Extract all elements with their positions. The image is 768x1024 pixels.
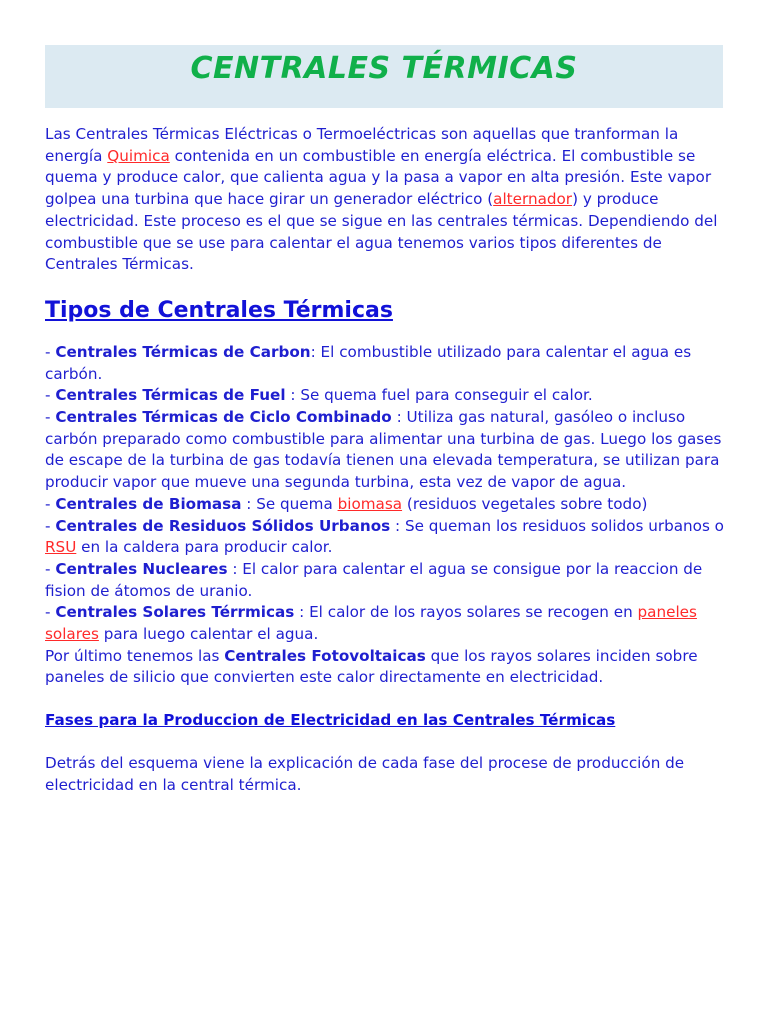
list-item-solares [45, 602, 725, 645]
list-dash: - [45, 386, 56, 405]
list-item-name: Centrales Térmicas de Ciclo Combinado [55, 408, 392, 427]
list-item-biomasa [45, 494, 725, 516]
list-item-text: : El calor de los rayos solares se recogen en [294, 603, 638, 622]
list-dash: - [45, 408, 56, 427]
list-item-text: que los rayos solares inciden sobre paneles de silicio que convierten este calor directamente en electricidad. [45, 646, 698, 687]
list-item-name: Centrales Térmicas de Carbon [55, 342, 311, 361]
list-item-name: Centrales Solares Térrmicas [55, 603, 295, 622]
quimica-link[interactable]: Quimica [107, 146, 170, 165]
title-banner [45, 45, 723, 108]
list-item-name: Centrales Nucleares [55, 559, 228, 578]
paneles-solares-link[interactable]: paneles solares [45, 603, 697, 644]
list-item-ciclo [45, 407, 725, 494]
list-dash: - [45, 494, 56, 513]
closing-paragraph: Detrás del esquema viene la explicación de cada fase del procese de producción de electricidad en la central térmica. [45, 753, 685, 794]
intro-text-1: Las Centrales Térmicas Eléctricas o Termoeléctricas son aquellas que tranforman la energía [45, 125, 679, 165]
intro-paragraph [45, 124, 725, 276]
intro-text-2: contenida en un combustible en energía eléctrica. El combustible se quema y produce calor, que calienta agua y la pasa a vapor en alta presión. Este vapor golpea una turbina que hace girar un generador eléctrico ( [45, 146, 712, 209]
tipos-list [45, 342, 725, 689]
list-item-text: : Se quema fuel para conseguir el calor. [285, 386, 593, 405]
list-item-name: Centrales de Residuos Sólidos Urbanos [55, 516, 391, 535]
biomasa-link[interactable]: biomasa [337, 494, 403, 513]
list-item-rsu [45, 516, 725, 559]
alternador-link[interactable]: alternador [493, 190, 573, 209]
list-item-nucleares [45, 559, 725, 602]
list-item-text: : Se quema [241, 494, 338, 513]
list-item-text: : El calor para calentar el agua se consigue por la reaccion de fision de átomos de uranio. [45, 559, 703, 600]
list-item-text: : El combustible utilizado para calentar el agua es carbón. [45, 342, 692, 383]
list-item-carbon [45, 342, 725, 385]
list-item-name: Centrales Fotovoltaicas [224, 646, 426, 665]
fases-link[interactable]: Fases para la Produccion de Electricidad en las Centrales Térmicas [45, 711, 616, 730]
main-content [45, 124, 725, 796]
list-item-text: para luego calentar el agua. [98, 625, 319, 644]
tipos-heading-link[interactable]: Tipos de Centrales Térmicas [45, 297, 393, 323]
list-item-name: Centrales Térmicas de Fuel [55, 386, 286, 405]
list-item-text: en la caldera para producir calor. [76, 538, 333, 557]
list-item-fuel [45, 385, 725, 407]
list-item-name: Centrales de Biomasa [55, 494, 242, 513]
list-item-fotovoltaicas [45, 646, 725, 689]
list-item-text: (residuos vegetales sobre todo) [402, 494, 648, 513]
list-dash: - [45, 516, 56, 535]
list-dash: - [45, 603, 56, 622]
list-item-text: : Se queman los residuos solidos urbanos o [390, 516, 724, 535]
list-item-text: : Utiliza gas natural, gasóleo o incluso carbón preparado como combustible para alimentar una turbina de gas. Luego los gases de escape de la turbina de gas todavía tienen una elevada temperatura, se utilizan para producir vapor que mueve una segunda turbina, esta vez de vapor de agua. [45, 408, 722, 492]
rsu-link[interactable]: RSU [45, 538, 77, 557]
list-item-text: Por último tenemos las [45, 646, 225, 665]
intro-text-3: ) y produce electricidad. Este proceso es el que se sigue en las centrales térmicas. Dependiendo del combustible que se use para calentar el agua tenemos varios tipos diferentes de Centrales Térmicas. [45, 190, 718, 274]
list-dash: - [45, 559, 56, 578]
page-title: CENTRALES TÉRMICAS [190, 51, 578, 86]
list-dash: - [45, 342, 56, 361]
